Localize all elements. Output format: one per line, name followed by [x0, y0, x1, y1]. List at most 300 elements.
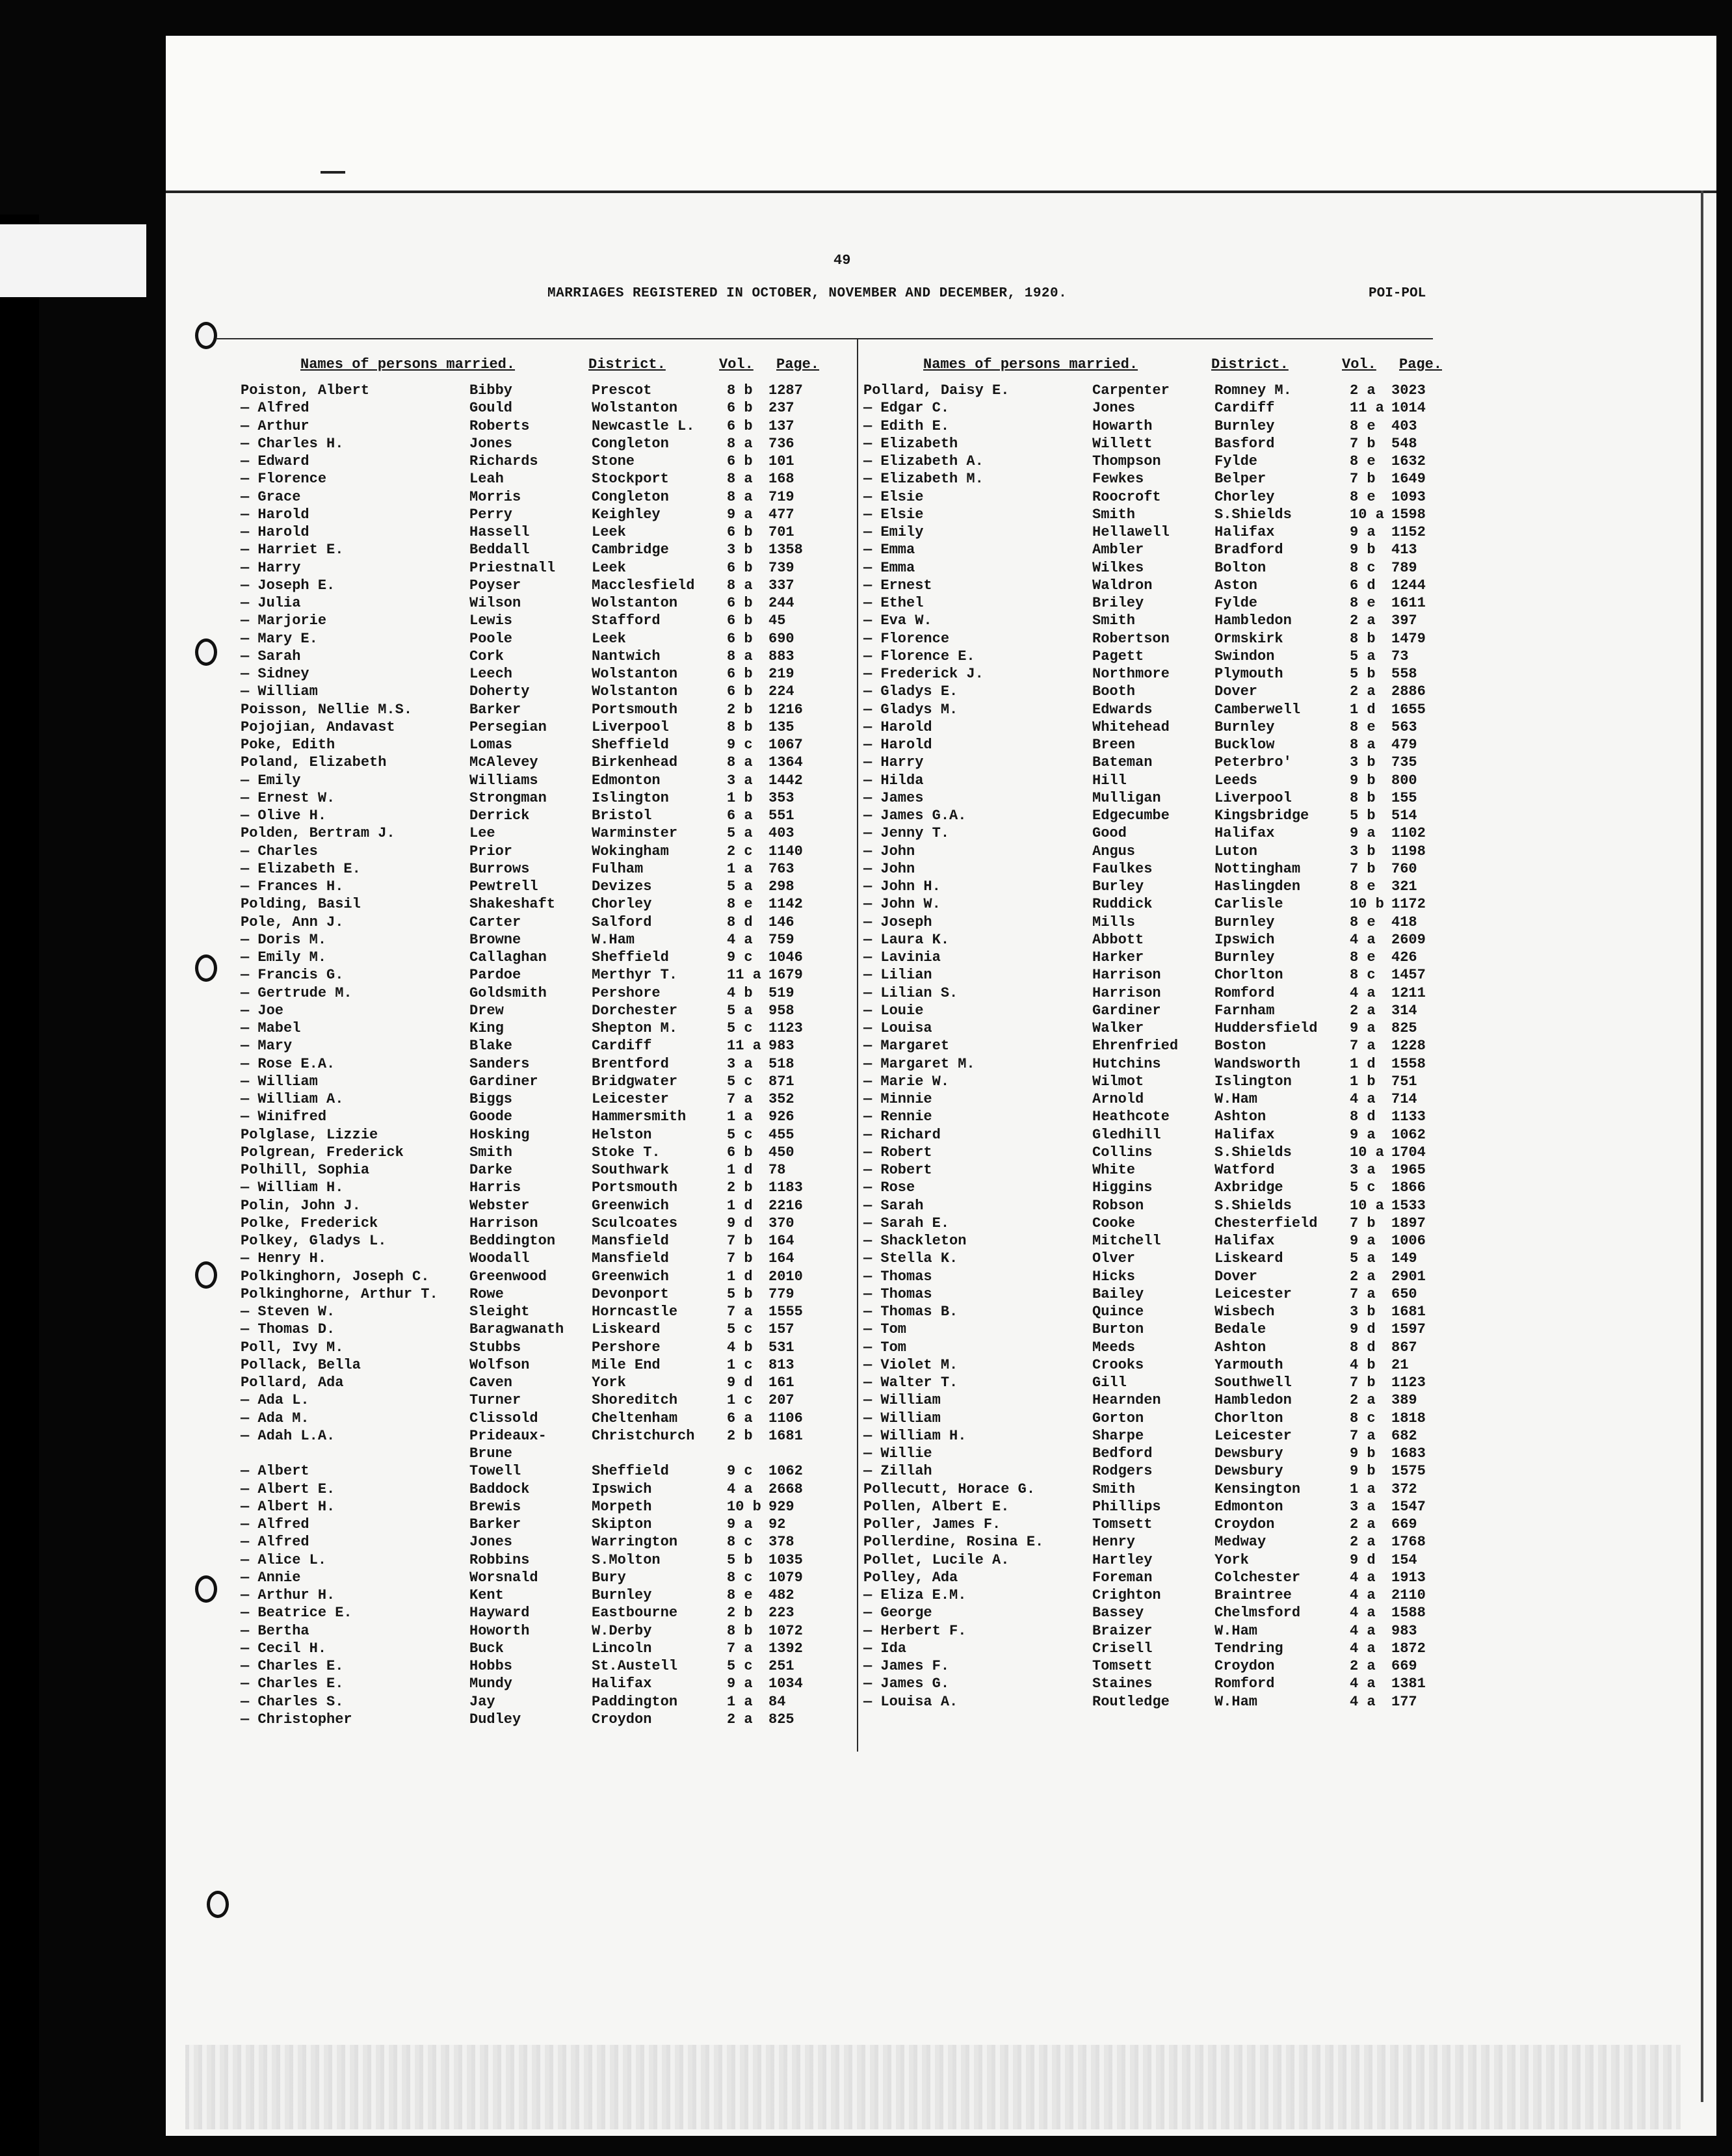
person-name: — Charles E. [241, 1676, 344, 1692]
person-name: — Stella K. [863, 1250, 958, 1267]
person-name: — Harry [241, 559, 301, 576]
volume: 7 a [1350, 1038, 1376, 1055]
district: Cardiff [1214, 400, 1275, 417]
spouse-surname: Edgecumbe [1092, 808, 1170, 824]
district: Chelmsford [1214, 1605, 1301, 1622]
spouse-surname: McAlevey [469, 754, 538, 771]
volume: 9 a [1350, 1233, 1376, 1249]
spouse-surname: Goldsmith [469, 984, 547, 1001]
person-name: — Margaret M. [863, 1055, 975, 1072]
district: Bristol [592, 808, 652, 824]
page-ref: 1198 [1391, 843, 1426, 860]
spouse-surname: Ehrenfried [1092, 1038, 1179, 1055]
district: Burnley [1214, 718, 1275, 735]
spouse-surname: Howarth [1092, 417, 1153, 434]
person-name: Pollen, Albert E. [863, 1498, 1010, 1515]
page-ref: 1533 [1391, 1197, 1426, 1214]
district: Ormskirk [1214, 630, 1283, 647]
page-ref: 2668 [768, 1480, 803, 1497]
person-name: — Rennie [863, 1109, 932, 1125]
page-ref: 2216 [768, 1197, 803, 1214]
person-name: — Thomas [863, 1285, 932, 1302]
spouse-surname: Williams [469, 772, 538, 789]
person-name: Pollet, Lucile A. [863, 1551, 1010, 1568]
spouse-surname: Robbins [469, 1551, 530, 1568]
spouse-surname: Ambler [1092, 542, 1144, 559]
page-ref: 92 [768, 1516, 786, 1532]
district: Leicester [592, 1091, 669, 1107]
volume: 1 a [1350, 1480, 1376, 1497]
district: Tendring [1214, 1640, 1283, 1657]
spouse-surname: Barker [469, 1516, 521, 1532]
spouse-surname: Bateman [1092, 754, 1153, 771]
district: Plymouth [1214, 666, 1283, 682]
volume: 4 a [1350, 1587, 1376, 1603]
page-ref: 1067 [768, 737, 803, 753]
volume: 1 d [1350, 701, 1376, 718]
district: Halifax [1214, 1233, 1275, 1249]
spouse-surname: Sleight [469, 1304, 530, 1320]
person-name: Pollard, Ada [241, 1374, 344, 1391]
person-name: — Elizabeth E. [241, 860, 361, 877]
page-top-strip [166, 36, 1716, 192]
person-name: — Arthur [241, 417, 309, 434]
pen-mark [321, 171, 345, 174]
spouse-surname: Phillips [1092, 1498, 1161, 1515]
volume: 8 b [1350, 630, 1376, 647]
volume: 2 b [727, 701, 753, 718]
page-ref: 161 [768, 1374, 794, 1391]
person-name: — James G.A. [863, 808, 967, 824]
page-ref: 1006 [1391, 1233, 1426, 1249]
district: Halifax [1214, 524, 1275, 540]
spouse-surname: Olver [1092, 1250, 1136, 1267]
spouse-surname: Wilkes [1092, 559, 1144, 576]
column-divider [857, 339, 858, 1752]
page-ref: 1106 [768, 1410, 803, 1426]
district: Stafford [592, 612, 661, 629]
district: Liverpool [1214, 789, 1292, 806]
volume: 2 a [1350, 1658, 1376, 1674]
district: Devizes [592, 878, 652, 895]
page-ref: 168 [768, 471, 794, 488]
person-name: Polden, Bertram J. [241, 825, 395, 842]
person-name: — Alfred [241, 400, 309, 417]
page-title: MARRIAGES REGISTERED IN OCTOBER, NOVEMBER AND DECEMBER, 1920. [547, 286, 1068, 301]
page-ref: 164 [768, 1233, 794, 1249]
spouse-surname: Burton [1092, 1321, 1144, 1338]
spouse-surname: Hartley [1092, 1551, 1153, 1568]
volume: 9 a [1350, 524, 1376, 540]
spouse-surname: Edwards [1092, 701, 1153, 718]
district: Lincoln [592, 1640, 652, 1657]
person-name: — William [241, 1073, 318, 1090]
person-name: — Harry [863, 754, 924, 771]
page-ref: 1062 [1391, 1126, 1426, 1143]
district: Carlisle [1214, 896, 1283, 913]
spouse-surname: Mulligan [1092, 789, 1161, 806]
spouse-surname: Bailey [1092, 1285, 1144, 1302]
page-ref: 1072 [768, 1622, 803, 1639]
district: Dover [1214, 683, 1258, 700]
page-ref: 789 [1391, 559, 1417, 576]
district: Mansfield [592, 1233, 669, 1249]
spouse-surname: Baragwanath [469, 1321, 564, 1338]
district: Ashton [1214, 1339, 1266, 1356]
page-ref: 714 [1391, 1091, 1417, 1107]
volume: 8 a [1350, 737, 1376, 753]
volume: 8 e [727, 896, 753, 913]
district: Southwark [592, 1162, 669, 1178]
page-ref: 403 [768, 825, 794, 842]
person-name: Poke, Edith [241, 737, 335, 753]
person-name: — Alfred [241, 1516, 309, 1532]
spouse-surname: Gorton [1092, 1410, 1144, 1426]
spouse-surname: Smith [1092, 506, 1136, 523]
page-ref: 650 [1391, 1285, 1417, 1302]
volume: 6 b [727, 683, 753, 700]
spouse-surname: Barker [469, 701, 521, 718]
person-name: — Sarah [241, 648, 301, 664]
spouse-surname: Abbott [1092, 931, 1144, 948]
volume: 2 a [1350, 1392, 1376, 1409]
spouse-surname: Goode [469, 1109, 513, 1125]
page-ref: 1093 [1391, 488, 1426, 505]
spouse-surname: Prior [469, 843, 513, 860]
volume: 8 d [1350, 1109, 1376, 1125]
district: Islington [1214, 1073, 1292, 1090]
page-ref: 146 [768, 914, 794, 930]
volume: 8 e [1350, 878, 1376, 895]
page-ref: 370 [768, 1215, 794, 1231]
volume: 8 b [727, 718, 753, 735]
volume: 6 b [727, 559, 753, 576]
person-name: — Annie [241, 1569, 301, 1586]
district: Swindon [1214, 648, 1275, 664]
spouse-surname: Walker [1092, 1020, 1144, 1036]
spouse-surname: Smith [1092, 612, 1136, 629]
page-ref: 1649 [1391, 471, 1426, 488]
volume: 11 a [727, 1038, 761, 1055]
page-ref: 825 [768, 1711, 794, 1728]
district: Boston [1214, 1038, 1266, 1055]
spouse-surname: Booth [1092, 683, 1136, 700]
district: Macclesfield [592, 577, 695, 594]
header-page: Page. [1399, 356, 1443, 373]
district: Bradford [1214, 542, 1283, 559]
district: W.Derby [592, 1622, 652, 1639]
district: Wokingham [592, 843, 669, 860]
volume: 4 a [1350, 931, 1376, 948]
district: Burnley [1214, 417, 1275, 434]
spouse-surname: Pewtrell [469, 878, 538, 895]
page-ref: 244 [768, 595, 794, 611]
volume: 6 b [727, 1144, 753, 1161]
spouse-surname: Stubbs [469, 1339, 521, 1356]
person-name: — Charles [241, 843, 318, 860]
district: Fylde [1214, 453, 1258, 469]
scan-smudge [185, 2045, 1681, 2129]
person-name: — Thomas B. [863, 1304, 958, 1320]
person-name: — Doris M. [241, 931, 327, 948]
spouse-surname: Callaghan [469, 949, 547, 966]
person-name: Polin, John J. [241, 1197, 361, 1214]
page-ref: 353 [768, 789, 794, 806]
volume: 9 b [1350, 1463, 1376, 1480]
volume: 4 a [1350, 1693, 1376, 1710]
volume: 7 b [1350, 1374, 1376, 1391]
spouse-surname: Mills [1092, 914, 1136, 930]
district: W.Ham [592, 931, 635, 948]
district: Halifax [1214, 1126, 1275, 1143]
person-name: Polgrean, Frederick [241, 1144, 404, 1161]
district: Stoke T. [592, 1144, 661, 1161]
spouse-surname: Woodall [469, 1250, 530, 1267]
volume: 3 a [727, 1055, 753, 1072]
page-ref: 719 [768, 488, 794, 505]
spouse-surname: Towell [469, 1463, 521, 1480]
district: Yarmouth [1214, 1356, 1283, 1373]
person-name: — Joseph [863, 914, 932, 930]
volume: 5 c [727, 1658, 753, 1674]
spouse-surname: Briley [1092, 595, 1144, 611]
page-ref: 1228 [1391, 1038, 1426, 1055]
spouse-surname: Crighton [1092, 1587, 1161, 1603]
page-ref: 519 [768, 984, 794, 1001]
spouse-surname: Ruddick [1092, 896, 1153, 913]
volume: 1 b [727, 789, 753, 806]
person-name: — Lilian S. [863, 984, 958, 1001]
spouse-surname: Smith [1092, 1480, 1136, 1497]
spouse-surname: Persegian [469, 718, 547, 735]
person-name: — Marjorie [241, 612, 327, 629]
volume: 1 a [727, 1693, 753, 1710]
volume: 2 a [1350, 382, 1376, 399]
person-name: — Charles E. [241, 1658, 344, 1674]
person-name: — Harold [863, 718, 932, 735]
volume: 5 a [1350, 648, 1376, 664]
page-ref: 251 [768, 1658, 794, 1674]
spouse-surname: Hearnden [1092, 1392, 1161, 1409]
spouse-surname: White [1092, 1162, 1136, 1178]
person-name: Pollack, Bella [241, 1356, 361, 1373]
header-rule [216, 338, 1433, 339]
district: Helston [592, 1126, 652, 1143]
page-ref: 1965 [1391, 1162, 1426, 1178]
spouse-surname: Burrows [469, 860, 530, 877]
district: Belper [1214, 471, 1266, 488]
page-ref: 137 [768, 417, 794, 434]
district: Bolton [1214, 559, 1266, 576]
district: Leeds [1214, 772, 1258, 789]
binder-hole [195, 322, 217, 349]
spouse-surname: Leah [469, 471, 504, 488]
person-name: — Ernest [863, 577, 932, 594]
spouse-surname: Hassell [469, 524, 530, 540]
volume: 8 c [727, 1534, 753, 1551]
district: Croydon [592, 1711, 652, 1728]
page-ref: 45 [768, 612, 786, 629]
header-district: District. [1211, 356, 1289, 373]
spouse-surname: Leech [469, 666, 513, 682]
volume: 4 a [1350, 1676, 1376, 1692]
spouse-surname: Prideaux- [469, 1427, 547, 1444]
person-name: — Harriet E. [241, 542, 344, 559]
district: Axbridge [1214, 1179, 1283, 1196]
page-ref: 1913 [1391, 1569, 1426, 1586]
page-ref: 1392 [768, 1640, 803, 1657]
binder-hole [195, 1575, 217, 1603]
volume: 8 c [1350, 967, 1376, 984]
volume: 8 e [1350, 488, 1376, 505]
district: Warrington [592, 1534, 678, 1551]
district: Leek [592, 524, 626, 540]
spouse-surname: Jay [469, 1693, 495, 1710]
district: Leicester [1214, 1427, 1292, 1444]
volume: 9 a [727, 1516, 753, 1532]
person-name: — William H. [241, 1179, 344, 1196]
person-name: Poland, Elizabeth [241, 754, 387, 771]
page-ref: 779 [768, 1285, 794, 1302]
spouse-surname: Hill [1092, 772, 1127, 789]
person-name: — John W. [863, 896, 941, 913]
spouse-surname: Jones [1092, 400, 1136, 417]
spouse-surname: Gledhill [1092, 1126, 1161, 1143]
person-name: — Albert [241, 1463, 309, 1480]
spouse-surname: Pardoe [469, 967, 521, 984]
spouse-surname: Brewis [469, 1498, 521, 1515]
page-ref: 1062 [768, 1463, 803, 1480]
person-name: — Gladys M. [863, 701, 958, 718]
page-ref: 1597 [1391, 1321, 1426, 1338]
district: Horncastle [592, 1304, 678, 1320]
person-name: — Gladys E. [863, 683, 958, 700]
volume: 6 b [727, 524, 753, 540]
volume: 9 b [1350, 1445, 1376, 1462]
district: Stone [592, 453, 635, 469]
volume: 7 a [727, 1304, 753, 1320]
volume: 10 b [1350, 896, 1384, 913]
volume: 11 a [727, 967, 761, 984]
volume: 4 a [1350, 1091, 1376, 1107]
spouse-surname: Tomsett [1092, 1658, 1153, 1674]
district: Camberwell [1214, 701, 1301, 718]
spouse-surname: Hosking [469, 1126, 530, 1143]
person-name: Pole, Ann J. [241, 914, 344, 930]
page-ref: 149 [1391, 1250, 1417, 1267]
page-ref: 155 [1391, 789, 1417, 806]
district: Cambridge [592, 542, 669, 559]
person-name: — Florence [241, 471, 327, 488]
volume: 9 a [1350, 825, 1376, 842]
page-ref: 177 [1391, 1693, 1417, 1710]
person-name: — Emma [863, 542, 915, 559]
volume: 2 a [727, 1711, 753, 1728]
district: Medway [1214, 1534, 1266, 1551]
person-name: — Gertrude M. [241, 984, 352, 1001]
person-name: — Steven W. [241, 1304, 335, 1320]
spouse-surname: Heathcote [1092, 1109, 1170, 1125]
person-name: Polkinghorn, Joseph C. [241, 1268, 430, 1285]
volume: 6 b [727, 595, 753, 611]
district: Dewsbury [1214, 1445, 1283, 1462]
person-name: — William A. [241, 1091, 344, 1107]
spouse-surname: Braizer [1092, 1622, 1153, 1639]
volume: 5 a [1350, 1250, 1376, 1267]
spouse-surname: Higgins [1092, 1179, 1153, 1196]
district: Morpeth [592, 1498, 652, 1515]
spouse-surname: Smith [469, 1144, 513, 1161]
person-name: — Ida [863, 1640, 907, 1657]
spouse-surname: Dudley [469, 1711, 521, 1728]
page-ref: 101 [768, 453, 794, 469]
volume: 4 a [1350, 1569, 1376, 1586]
person-name: — Elsie [863, 488, 924, 505]
person-name: — Alice L. [241, 1551, 327, 1568]
district: Romney M. [1214, 382, 1292, 399]
page-ref: 1244 [1391, 577, 1426, 594]
page-ref: 219 [768, 666, 794, 682]
district: Luton [1214, 843, 1258, 860]
scan-left-edge [0, 215, 39, 2156]
volume: 6 b [727, 612, 753, 629]
page-ref: 1655 [1391, 701, 1426, 718]
person-name: — Louie [863, 1002, 924, 1019]
spouse-surname: Mundy [469, 1676, 513, 1692]
volume: 3 a [1350, 1162, 1376, 1178]
district: Devonport [592, 1285, 669, 1302]
page-ref: 2609 [1391, 931, 1426, 948]
person-name: Poller, James F. [863, 1516, 1001, 1532]
person-name: Polhill, Sophia [241, 1162, 370, 1178]
district: Hambledon [1214, 612, 1292, 629]
district: Hambledon [1214, 1392, 1292, 1409]
spouse-surname: Strongman [469, 789, 547, 806]
district: Watford [1214, 1162, 1275, 1178]
district: Bucklow [1214, 737, 1275, 753]
scan-white-tab [0, 224, 146, 297]
page-ref: 426 [1391, 949, 1417, 966]
page-ref: 760 [1391, 860, 1417, 877]
person-name: — Olive H. [241, 808, 327, 824]
person-name: — Harold [241, 506, 309, 523]
page-ref: 531 [768, 1339, 794, 1356]
district: Edmonton [592, 772, 661, 789]
person-name: — Ethel [863, 595, 924, 611]
spouse-surname: Worsnald [469, 1569, 538, 1586]
volume: 1 d [1350, 1055, 1376, 1072]
person-name: — Bertha [241, 1622, 309, 1639]
volume: 3 b [1350, 843, 1376, 860]
spouse-surname: Harrison [469, 1215, 538, 1231]
page-ref: 2010 [768, 1268, 803, 1285]
district: Chorlton [1214, 1410, 1283, 1426]
spouse-surname: Staines [1092, 1676, 1153, 1692]
spouse-surname: Bassey [1092, 1605, 1144, 1622]
volume: 4 b [727, 1339, 753, 1356]
spouse-surname: Brune [469, 1445, 513, 1462]
page-ref: 1683 [1391, 1445, 1426, 1462]
page-ref: 164 [768, 1250, 794, 1267]
person-name: — Elizabeth A. [863, 453, 984, 469]
header-district: District. [588, 356, 666, 373]
volume: 8 e [1350, 453, 1376, 469]
district: Leek [592, 559, 626, 576]
page-ref: 389 [1391, 1392, 1417, 1409]
spouse-surname: Rowe [469, 1285, 504, 1302]
person-name: — Julia [241, 595, 301, 611]
person-name: — Robert [863, 1144, 932, 1161]
